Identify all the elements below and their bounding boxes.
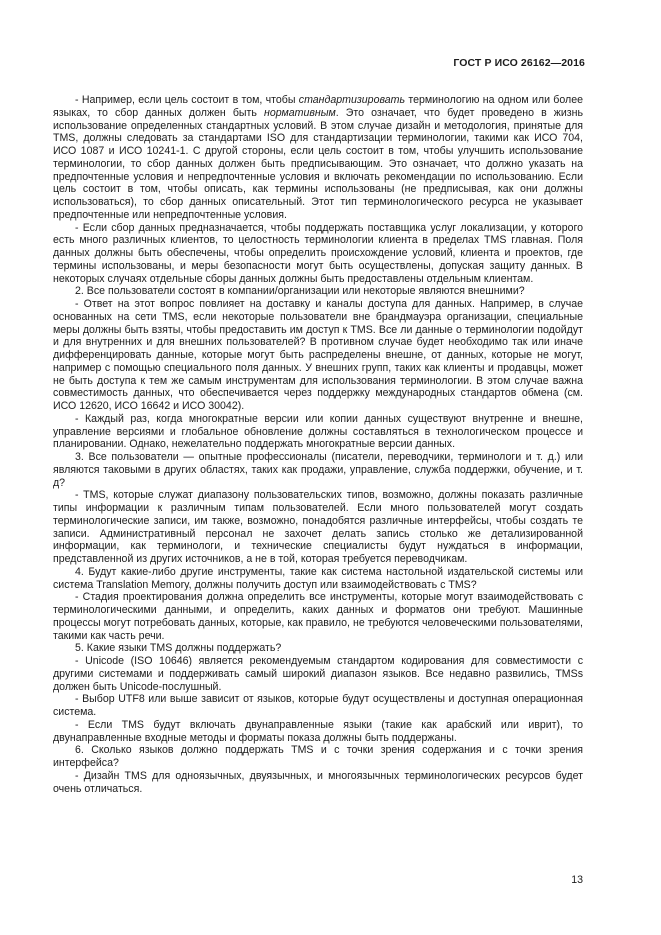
question-5: 5. Какие языки TMS должны поддержать? bbox=[75, 642, 282, 655]
document-header: ГОСТ Р ИСО 26162—2016 bbox=[453, 57, 585, 69]
paragraph-purpose-normative: - Например, если цель состоит в том, чтобы стандартизировать терминологию на одном или более языках, то сбор данных должен быть нормативным. Это означает, что будет проведено в жизнь использование определенных стандартных условий. В этом случае дизайн и методология, принятые для TMS, должны следовать за стандартами ISO для стандартизации терминологии, такими как ИСО 704, ИСО 1087 и ИСО 10241-1. С другой стороны, если цель состоит в том, чтобы улучшить использование терминологии, то сбор данных должен быть предписывающим. Это означает, что должно указать на предпочтенные условия и непредпочтенные условия и включать рекомендации по использованию. Если цель состоит в том, чтобы описать, как термины использованы (не предписывая, как они должны использоваться), то сбор данных описательный. Этот тип терминологического ресурса не указывает предпочтенные или непредпочтенные условия. bbox=[53, 94, 584, 221]
page-number: 13 bbox=[571, 874, 583, 886]
paragraph-bidirectional: - Если TMS будут включать двунаправленные языки (такие как арабский или иврит), то двунаправленные входные методы и форматы показа должны быть поддержаны. bbox=[53, 718, 583, 744]
paragraph-access-channels: - Ответ на этот вопрос повлияет на доставку и каналы доступа для данных. Например, в случае основанных на сети TMS, если некоторые пользователи вне брандмауэра организации, специальные меры должны быть взяты, чтобы предоставить им доступ к TMS. Все ли данные о терминологии подойдут и для внутренних и для внешних пользователей? В противном случае будет необходимо так или иначе дифференцировать данные, которые могут быть распределены внешне, от данных, которые не могут, например с помощью специального поля данных. У внешних групп, таких как клиенты и продавцы, может не быть доступа к тем же самым инструментам для использования терминологии. В этом случае важна совместимость данных, что обеспечивается через поддержку международных стандартов обмена (см. ИСО 12620, ИСО 16642 и ИСО 30042). bbox=[53, 298, 583, 412]
paragraph-multilingual: - Дизайн TMS для одноязычных, двуязычных, и многоязычных терминологических ресурсов будет очень отличаться. bbox=[53, 769, 583, 795]
paragraph-user-types: - TMS, которые служат диапазону пользовательских типов, возможно, должны показать различные типы информации к различным типам пользователей. Если много пользователей могут создать терминологические записи, им также, возможно, понадобятся различные интерфейсы, чтобы создать те записи. Административный персонал не захочет делать запись столько же детализированной информации, как терминологи, и технические специалисты будут нуждаться в информации, представленной из других источников, а не в той, которая требуется переводчикам. bbox=[53, 489, 583, 565]
paragraph-utf8: - Выбор UTF8 или выше зависит от языков, которые будут осуществлены и доступная операционная система. bbox=[53, 693, 583, 718]
document-body bbox=[53, 94, 583, 795]
question-4: 4. Будут какие-либо другие инструменты, такие как система настольной издательской системы или система Translation Memory, должны получить доступ или взаимодействовать с TMS? bbox=[53, 565, 583, 591]
paragraph-tools: - Стадия проектирования должна определить все инструменты, которые могут взаимодействовать с терминологическими данными, и определить, каких данных и форматов они требуют. Машинные процессы могут потребовать данных, которые, как правило, не требуются человеческими пользователями, такими как часть речи. bbox=[53, 591, 583, 642]
paragraph-unicode: - Unicode (ISO 10646) является рекомендуемым стандартом кодирования для совместимости с другими системами и поддерживать самый широкий диапазон языков. Все недавно развились, TMSs должен быть Unicode-послушный. bbox=[53, 655, 583, 693]
question-6: 6. Сколько языков должно поддержать TMS и с точки зрения содержания и с точки зрения интерфейса? bbox=[53, 744, 583, 769]
question-2: 2. Все пользователи состоят в компании/организации или некоторые являются внешними? bbox=[75, 285, 525, 298]
question-3: 3. Все пользователи — опытные профессионалы (писатели, переводчики, терминологи и т. д.) или являются таковыми в других областях, таких как продажи, управление, служба поддержки, обучение, и т. д? bbox=[53, 451, 583, 489]
paragraph-localization: - Если сбор данных предназначается, чтобы поддержать поставщика услуг локализации, у которого есть много различных клиентов, то целостность терминологии клиента в пределах TMS главная. Поля данных должны быть обеспечены, чтобы определить происхождение условий, клиента и проектов, где термины использованы, и меры безопасности могут быть осуществлены, допуская защиту данных. В некоторых случаях отдельные сборы данных должны быть предоставлены отдельным клиентам. bbox=[53, 221, 583, 285]
paragraph-versions: - Каждый раз, когда многократные версии или копии данных существуют внутренне и внешне, управление версиями и глобальное обновление должны составляться в технологическом процессе и планировании. Однако, нежелательно поддержать многократные версии данных. bbox=[53, 412, 583, 451]
